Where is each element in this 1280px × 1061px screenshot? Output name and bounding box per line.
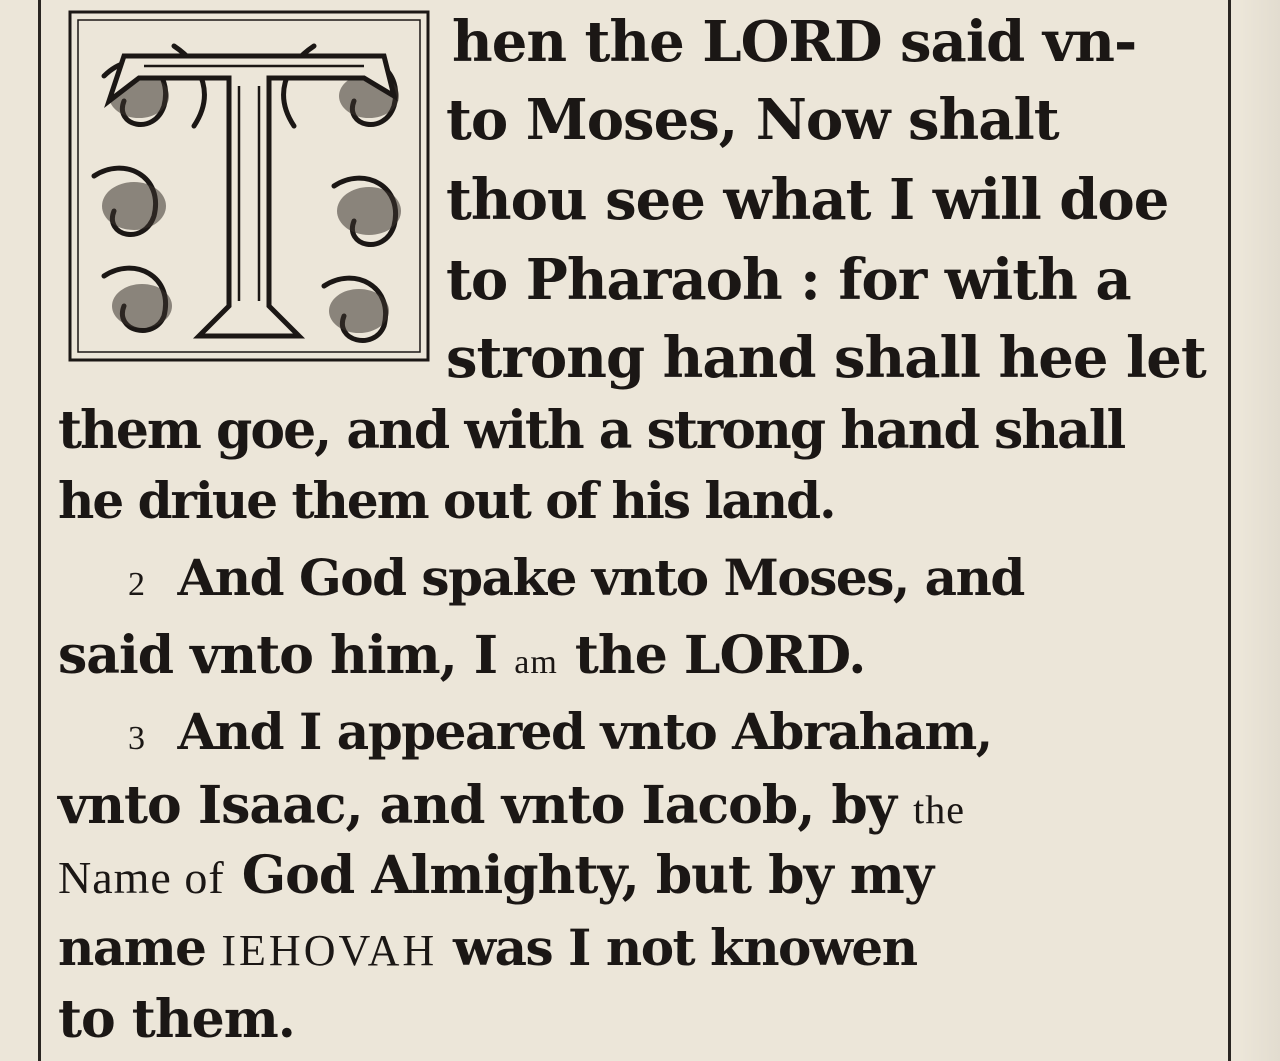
text-line-1: hen the LORD said vn- [452,9,1137,75]
verse-text: vnto Isaac, and vnto Iacob, by [58,775,896,836]
verse-text: said vnto him, I [58,625,498,686]
text-line-4: to Pharaoh : for with a [446,247,1131,313]
roman-text: IEHOVAH [221,926,438,975]
text-line-7: he driue them out of his land. [58,471,835,530]
right-margin-rule [1228,0,1231,1061]
roman-text: the [913,787,965,832]
verse-3-line-5: to them. [58,989,295,1050]
text-line-2: to Moses, Now shalt [446,87,1059,153]
ornament-frame-icon [64,6,434,366]
verse-text: God Almighty, but by my [241,845,934,906]
verse-3-line-1 [128,696,992,775]
decorated-initial [64,6,434,366]
text-line-5: strong hand shall hee let [446,325,1206,391]
verse-3-line-3 [58,840,933,914]
text-line-3: thou see what I will doe [446,167,1169,233]
verse-3-line-2 [58,770,965,846]
verse-text: name [58,918,206,977]
verse-text: And I appeared vnto Abraham, [177,702,992,761]
verse-2-line-2 [58,620,865,699]
verse-text: was I not knowen [453,918,917,977]
verse-number: 2 [128,566,144,603]
roman-text: Name of [58,852,225,903]
roman-text: am [514,644,558,681]
text-line-6: them goe, and with a strong hand shall [58,400,1125,461]
verse-number: 3 [128,720,144,757]
verse-2-line-1 [128,542,1024,621]
verse-text: the LORD. [574,625,866,686]
verse-3-line-4 [58,912,917,987]
left-margin-rule [38,0,41,1061]
verse-text: And God spake vnto Moses, and [177,548,1024,607]
page-edge [1240,0,1280,1061]
